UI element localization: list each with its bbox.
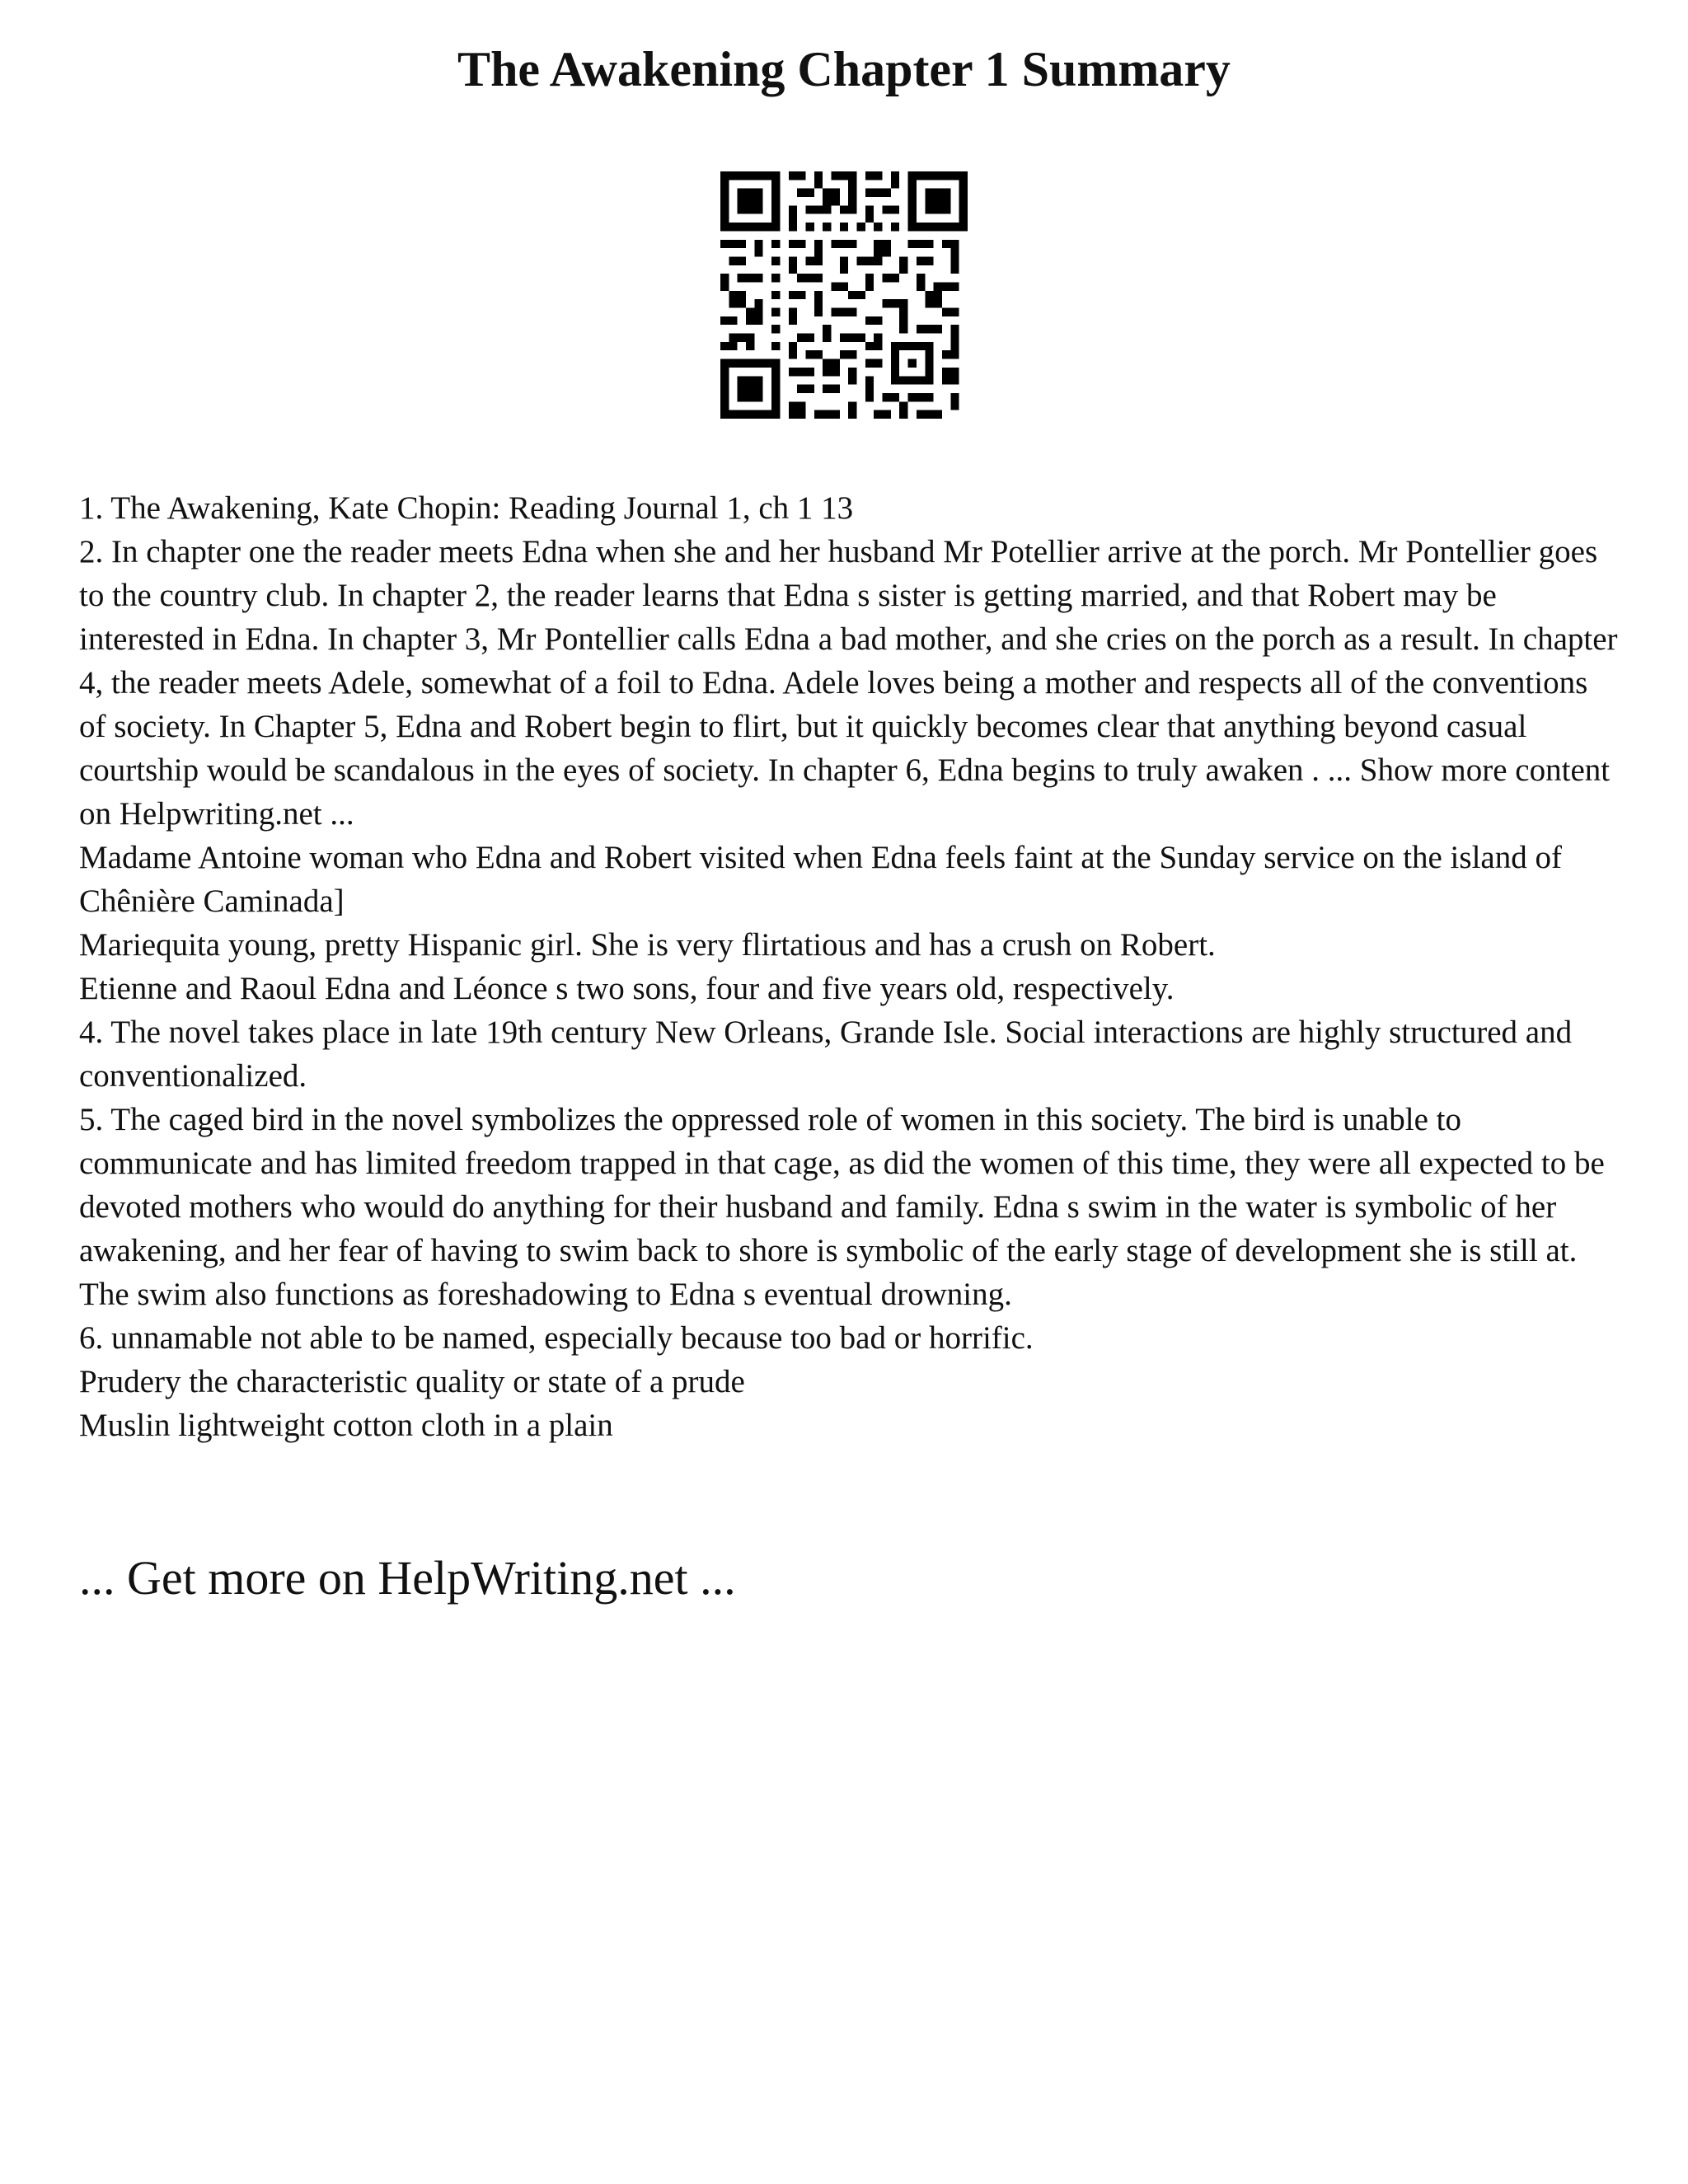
paragraph: 4. The novel takes place in late 19th century New Orleans, Grande Isle. Social interactions are highly structured and conventionalized. bbox=[79, 1015, 1573, 1094]
get-more-link[interactable]: ... Get more on HelpWriting.net ... bbox=[79, 1551, 736, 1605]
paragraph: 6. unnamable not able to be named, especially because too bad or horrific. bbox=[79, 1320, 1034, 1356]
paragraph: The swim also functions as foreshadowing to Edna s eventual drowning. bbox=[79, 1277, 1012, 1312]
paragraph: Etienne and Raoul Edna and Léonce s two sons, four and five years old, respectively. bbox=[79, 971, 1175, 1006]
paragraph: Muslin lightweight cotton cloth in a plain bbox=[79, 1408, 613, 1443]
paragraph: 2. In chapter one the reader meets Edna when she and her husband Mr Potellier arrive at the porch. Mr Pontellier goes to the country club. In chapter 2, the reader learns that Edna s sister is getting married, and that Robert may be interested in Edna. In chapter 3, Mr Pontellier calls Edna a bad mother, and she cries on the porch as a result. In chapter 4, the reader meets Adele, somewhat of a foil to Edna. Adele loves being a mother and respects all of the conventions of society. In Chapter 5, Edna and Robert begin to flirt, but it quickly becomes clear that anything beyond casual courtship would be scandalous in the eyes of society. In chapter 6, Edna begins to truly awaken . ... Show more content on Helpwriting.net ... bbox=[79, 534, 1618, 832]
paragraph: 1. The Awakening, Kate Chopin: Reading Journal 1, ch 1 13 bbox=[79, 490, 854, 526]
paragraph: Prudery the characteristic quality or state of a prude bbox=[79, 1364, 745, 1399]
paragraph: Madame Antoine woman who Edna and Robert visited when Edna feels faint at the Sunday service on the island of Chênière Caminada] bbox=[79, 840, 1562, 919]
paragraph: Mariequita young, pretty Hispanic girl. She is very flirtatious and has a crush on Robert. bbox=[79, 927, 1216, 963]
paragraph: 5. The caged bird in the novel symbolizes the oppressed role of women in this society. The bird is unable to communicate and has limited freedom trapped in that cage, as did the women of this time, they were all expected to be devoted mothers who would do anything for their husband and family. Edna s swim in the water is symbolic of her awakening, and her fear of having to swim back to shore is symbolic of the early stage of development she is still at. bbox=[79, 1102, 1605, 1268]
document-body bbox=[79, 486, 1620, 1447]
page-title: The Awakening Chapter 1 Summary bbox=[457, 42, 1231, 96]
qr-code-icon bbox=[720, 171, 968, 419]
